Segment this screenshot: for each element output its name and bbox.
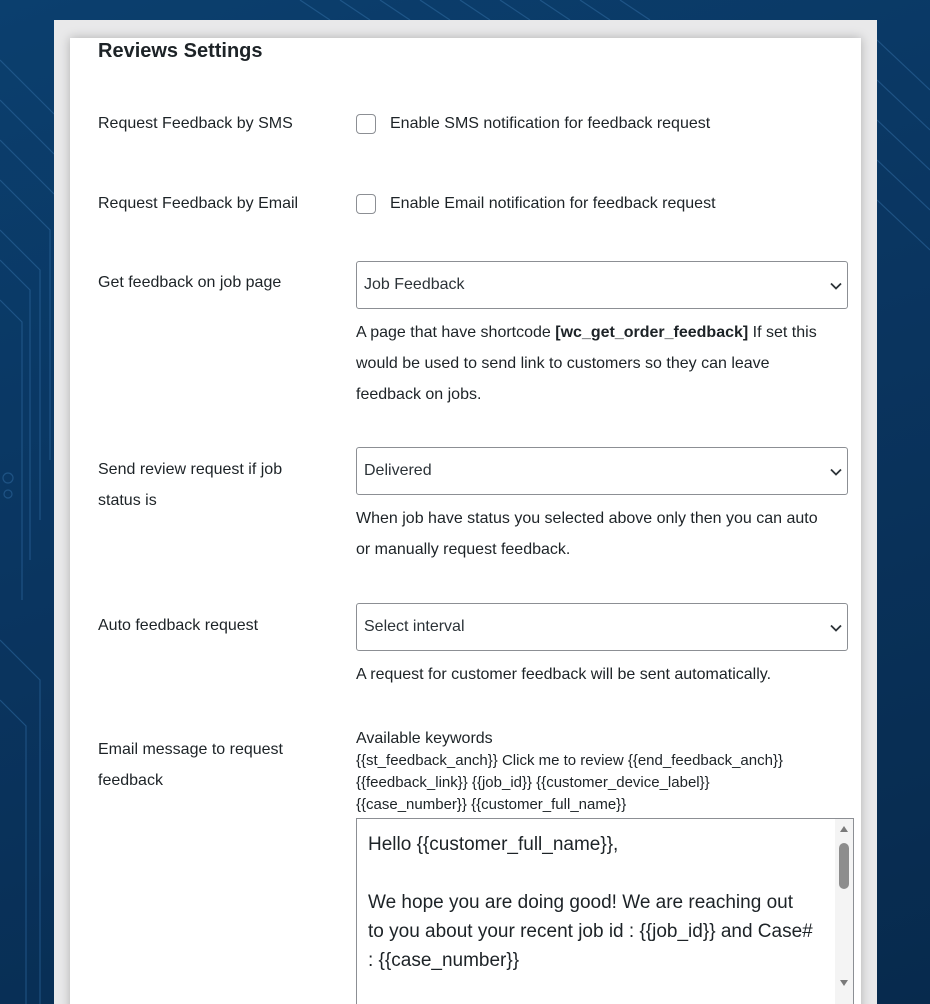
email-message-label-line2: feedback [98,772,163,789]
keywords-block [356,728,862,816]
auto-request-select[interactable] [356,603,848,651]
message-line1: Hello {{customer_full_name}}, [368,834,619,855]
sms-field [356,113,862,135]
job-status-label-line2: status is [98,492,157,509]
sms-checkbox[interactable] [356,114,376,134]
job-status-label [98,454,318,516]
job-page-desc-text: A page that have shortcode [356,324,556,341]
email-checkbox[interactable] [356,194,376,214]
job-page-description [356,317,862,410]
email-checkbox-text: Enable Email notification for feedback request [390,195,716,212]
email-message-textarea[interactable] [356,818,854,1004]
job-status-selected-value: Delivered [364,462,432,479]
chevron-down-icon [829,279,843,293]
keywords-line2: {{feedback_link}} {{job_id}} {{customer_device_label}} [356,774,710,791]
reviews-settings-card [70,38,861,1004]
job-page-label: Get feedback on job page [98,274,282,291]
auto-request-field [356,603,862,690]
sms-label: Request Feedback by SMS [98,115,293,132]
shortcode-text: [wc_get_order_feedback] [555,324,749,341]
email-notify-label: Request Feedback by Email [98,195,299,212]
email-message-label [98,734,318,796]
textarea-scrollbar[interactable] [835,819,853,1004]
job-status-description [356,503,862,565]
job-status-desc-line2: or manually request feedback. [356,541,571,558]
triangle-up-icon[interactable] [839,825,849,833]
sms-checkbox-text: Enable SMS notification for feedback request [390,115,711,132]
auto-request-selected-value: Select interval [364,618,465,635]
auto-request-description: A request for customer feedback will be sent automatically. [356,666,772,683]
triangle-down-icon[interactable] [839,979,849,987]
keywords-title: Available keywords [356,730,493,747]
sms-checkbox-row[interactable] [356,113,862,135]
email-checkbox-row[interactable] [356,193,862,215]
job-page-desc-after: If set this [748,324,817,341]
email-message-label-line1: Email message to request [98,741,283,758]
job-page-desc-line3: feedback on jobs. [356,386,482,403]
scrollbar-thumb[interactable] [839,843,849,889]
job-page-select[interactable] [356,261,848,309]
job-status-field [356,447,862,565]
auto-request-label: Auto feedback request [98,617,259,634]
chevron-down-icon [829,621,843,635]
job-page-field [356,261,862,410]
message-line3: to you about your recent job id : {{job_id}} and Case# [368,921,813,942]
job-page-selected-value: Job Feedback [364,276,465,293]
job-status-select[interactable] [356,447,848,495]
chevron-down-icon [829,465,843,479]
page-title: Reviews Settings [98,40,263,62]
keywords-line3: {{case_number}} {{customer_full_name}} [356,796,627,813]
message-blank-line [368,859,823,888]
message-line4: : {{case_number}} [368,950,520,971]
email-notify-field [356,193,862,215]
message-line2: We hope you are doing good! We are reaching out [368,892,793,913]
job-page-desc-line2: would be used to send link to customers so they can leave [356,355,770,372]
job-status-label-line1: Send review request if job [98,461,283,478]
keywords-line1: {{st_feedback_anch}} Click me to review {{end_feedback_anch}} [356,752,783,769]
job-status-desc-line1: When job have status you selected above only then you can auto [356,510,818,527]
